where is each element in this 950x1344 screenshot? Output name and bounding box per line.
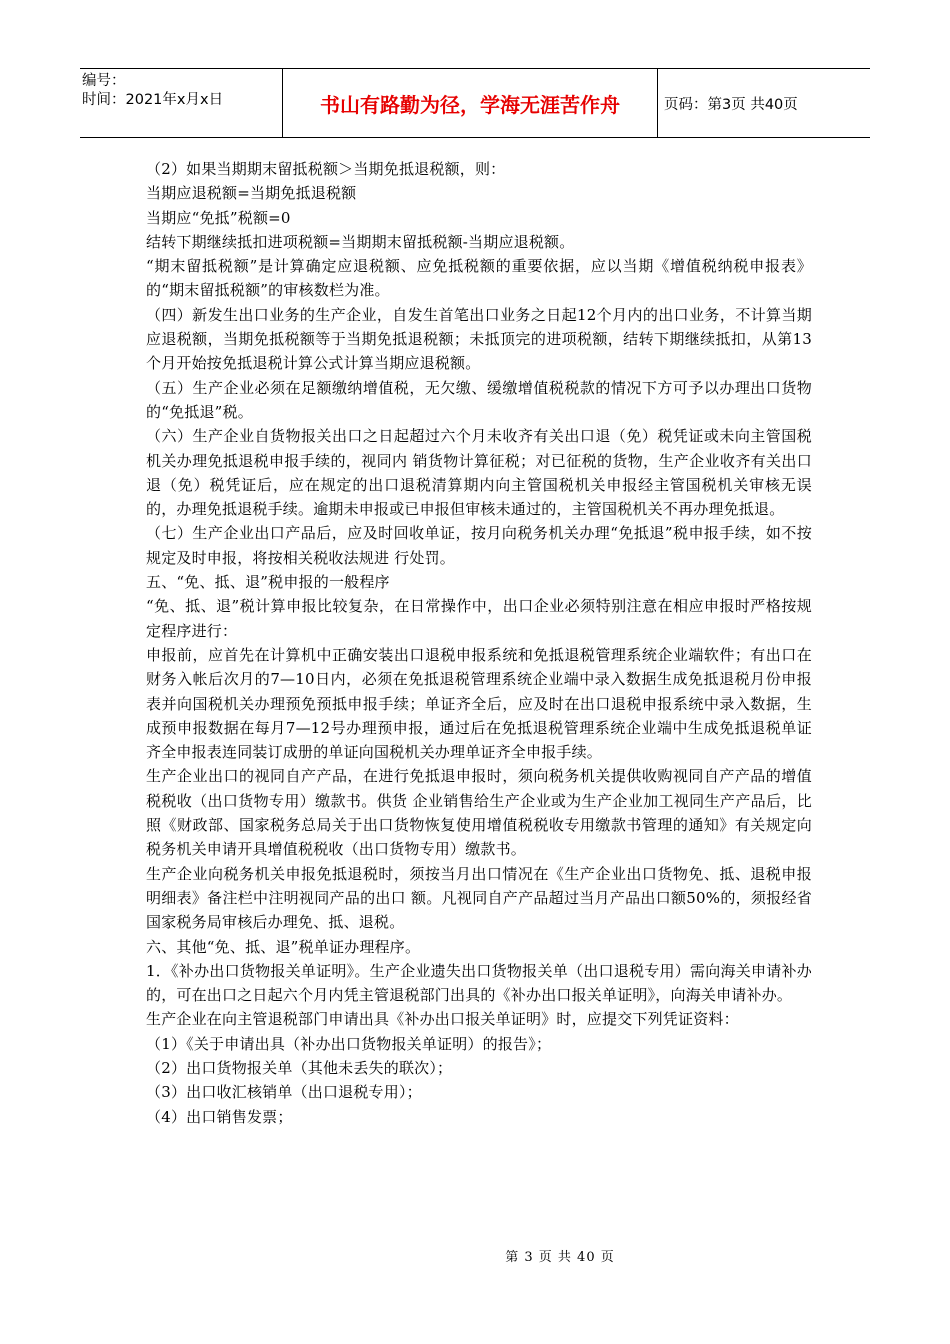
header-motto: 书山有路勤为径，学海无涯苦作舟 (283, 69, 658, 137)
list-item: （4）出口销售发票； (146, 1107, 293, 1126)
document-body (146, 157, 812, 1129)
paragraph: （六）生产企业自货物报关出口之日起超过六个月未收齐有关出口退（免）税凭证或未向主管国税机关办理免抵退税申报手续的，视同内 销货物计算征税；对已征税的货物，生产企业收齐有关出口退（免）税凭证后，应在规定的出口退税清算期内向主管国税机关申报经主管国税机关审核无误的，办理免抵退税手续。逾期未申报或已申报但审核未通过的，主管国税机关不再办理免抵退。 (146, 427, 812, 519)
document-date-label: 时间：2021年x月x日 (82, 92, 224, 108)
header-page-number: 页码：第3页 共40页 (664, 96, 798, 113)
list-item: （3）出口收汇核销单（出口退税专用）； (146, 1083, 422, 1102)
page-footer: 第 3 页 共 40 页 (505, 1250, 615, 1265)
paragraph: 当期应“免抵”税额=0 (146, 208, 291, 227)
paragraph: 结转下期继续抵扣进项税额=当期期末留抵税额-当期应退税额。 (146, 232, 575, 251)
paragraph: “期末留抵税额”是计算确定应退税额、应免抵税额的重要依据，应以当期《增值税纳税申报表》的“期末留抵税额”的审核数栏为准。 (146, 257, 812, 300)
list-item: （1）《关于申请出具（补办出口货物报关单证明）的报告》； (146, 1034, 552, 1053)
paragraph: （2）如果当期期末留抵税额＞当期免抵退税额，则： (146, 160, 506, 178)
page-header (80, 68, 870, 138)
document-number-label: 编号： (82, 73, 126, 89)
paragraph: （五）生产企业必须在足额缴纳增值税，无欠缴、缓缴增值税税款的情况下方可予以办理出口货物的“免抵退”税。 (146, 378, 812, 421)
paragraph: 申报前，应首先在计算机中正确安装出口退税申报系统和免抵退税管理系统企业端软件；有出口在财务入帐后次月的7—10日内，必须在免抵退税管理系统企业端中录入数据生成免抵退税月份申报表并向国税机关办理预免预抵申报手续；单证齐全后，应及时在出口退税申报系统中录入数据，生成预申报数据在每月7—12号办理预申报，通过后在免抵退税管理系统企业端中生成免抵退税单证齐全申报表连同装订成册的单证向国税机关办理单证齐全申报手续。 (146, 645, 812, 762)
paragraph: “免、抵、退”税计算申报比较复杂，在日常操作中，出口企业必须特别注意在相应申报时严格按规定程序进行： (146, 597, 812, 640)
list-item: （2）出口货物报关单（其他未丢失的联次）； (146, 1058, 453, 1077)
paragraph: （四）新发生出口业务的生产企业，自发生首笔出口业务之日起12个月内的出口业务，不计算当期应退税额，当期免抵税额等于当期免抵退税额；未抵顶完的进项税额，结转下期继续抵扣，从第13个月开始按免抵退税计算公式计算当期应退税额。 (146, 305, 812, 373)
header-meta (80, 69, 283, 137)
paragraph: 生产企业在向主管退税部门申请出具《补办出口报关单证明》时，应提交下列凭证资料： (146, 1010, 739, 1029)
section-heading: 六、其他“免、抵、退”税单证办理程序。 (146, 937, 421, 956)
paragraph: 生产企业向税务机关申报免抵退税时，须按当月出口情况在《生产企业出口货物免、抵、退税申报明细表》备注栏中注明视同产品的出口 额。凡视同自产产品超过当月产品出口额50%的，须报经省国家税务局审核后办理免、抵、退税。 (146, 864, 812, 932)
paragraph: 生产企业出口的视同自产产品，在进行免抵退申报时，须向税务机关提供收购视同自产产品的增值税税收（出口货物专用）缴款书。供货 企业销售给生产企业或为生产企业加工视同生产产品后，比照《财政部、国家税务总局关于出口货物恢复使用增值税税收专用缴款书管理的通知》有关规定向税务机关申请开具增值税税收（出口货物专用）缴款书。 (146, 767, 812, 859)
paragraph: 1．《补办出口货物报关单证明》。生产企业遗失出口货物报关单（出口退税专用）需向海关申请补办的，可在出口之日起六个月内凭主管退税部门出具的《补办出口报关单证明》，向海关申请补办。 (146, 961, 812, 1005)
paragraph: 当期应退税额=当期免抵退税额 (146, 184, 357, 203)
paragraph: （七）生产企业出口产品后，应及时回收单证，按月向税务机关办理“免抵退”税申报手续，如不按规定及时申报，将按相关税收法规进 行处罚。 (146, 524, 812, 567)
section-heading: 五、“免、抵、退”税申报的一般程序 (146, 573, 390, 592)
